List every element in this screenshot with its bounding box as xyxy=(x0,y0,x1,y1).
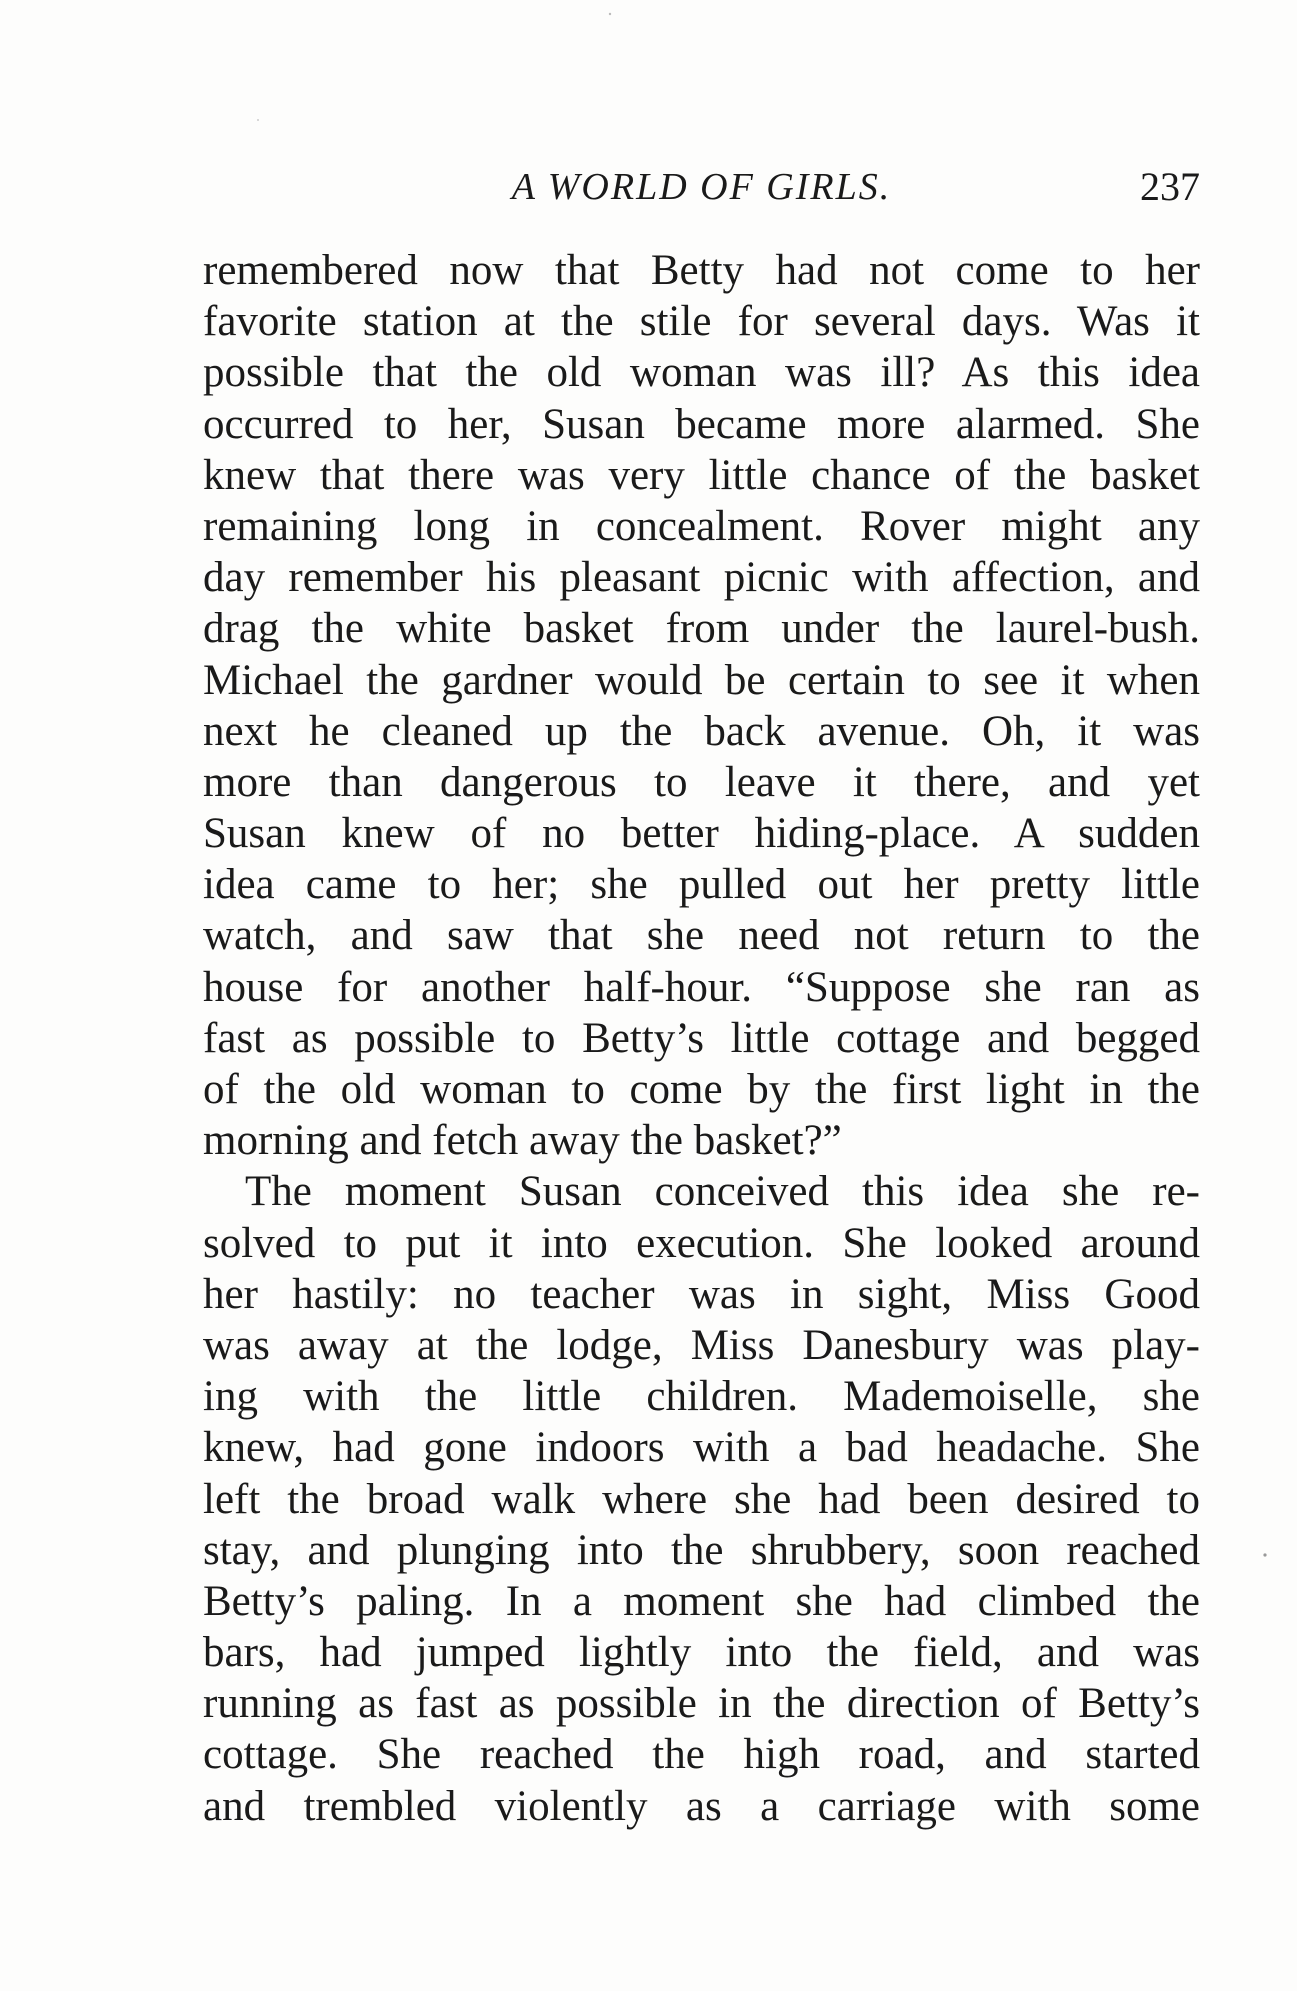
text-line: and trembled violently as a carriage with some xyxy=(203,1782,1200,1830)
text-line: possible that the old woman was ill? As this idea xyxy=(203,349,1200,397)
text-line: knew, had gone indoors with a bad headache. She xyxy=(203,1424,1200,1472)
text-line: occurred to her, Susan became more alarmed. She xyxy=(203,400,1200,448)
text-line: left the broad walk where she had been desired to xyxy=(203,1475,1200,1523)
paper-speck xyxy=(609,13,611,15)
text-line-paragraph-end: morning and fetch away the basket?” xyxy=(203,1117,842,1165)
text-line: drag the white basket from under the laurel-bush. xyxy=(203,605,1200,653)
text-line: fast as possible to Betty’s little cottage and begged xyxy=(203,1014,1200,1062)
text-line: knew that there was very little chance of the basket xyxy=(203,451,1200,499)
text-line: next he cleaned up the back avenue. Oh, it was xyxy=(203,707,1200,755)
running-head xyxy=(203,162,1200,212)
text-line: bars, had jumped lightly into the field, and was xyxy=(203,1629,1200,1677)
text-line: remembered now that Betty had not come to her xyxy=(203,247,1200,294)
text-line: idea came to her; she pulled out her pretty little xyxy=(203,861,1200,909)
text-line: Betty’s paling. In a moment she had climbed the xyxy=(203,1577,1200,1625)
text-line: remaining long in concealment. Rover might any xyxy=(203,502,1200,550)
text-line: solved to put it into execution. She looked around xyxy=(203,1219,1200,1267)
text-line: watch, and saw that she need not return to the xyxy=(203,912,1200,960)
text-line: of the old woman to come by the first light in the xyxy=(203,1066,1200,1113)
text-line: her hastily: no teacher was in sight, Miss Good xyxy=(203,1270,1200,1318)
text-line: more than dangerous to leave it there, and yet xyxy=(203,758,1200,806)
text-line: favorite station at the stile for several days. Was it xyxy=(203,298,1200,346)
text-line: day remember his pleasant picnic with affection, and xyxy=(203,554,1200,602)
paper-speck xyxy=(1263,1553,1266,1556)
text-line: Michael the gardner would be certain to see it when xyxy=(203,656,1200,704)
running-title: A WORLD OF GIRLS. xyxy=(511,166,892,208)
text-line: Susan knew of no better hiding-place. A sudden xyxy=(203,810,1200,858)
paper-speck xyxy=(257,119,259,121)
body-text xyxy=(203,245,1200,1832)
text-line: was away at the lodge, Miss Danesbury was play- xyxy=(203,1321,1200,1369)
text-line: house for another half-hour. “Suppose she ran as xyxy=(203,963,1200,1011)
text-line: running as fast as possible in the direction of Betty’s xyxy=(203,1680,1200,1728)
text-line-paragraph-start: The moment Susan conceived this idea she re- xyxy=(245,1168,1200,1216)
text-line: stay, and plunging into the shrubbery, soon reached xyxy=(203,1526,1200,1574)
text-line: ing with the little children. Mademoiselle, she xyxy=(203,1373,1200,1421)
page-number: 237 xyxy=(1140,164,1200,209)
text-line: cottage. She reached the high road, and started xyxy=(203,1731,1200,1779)
